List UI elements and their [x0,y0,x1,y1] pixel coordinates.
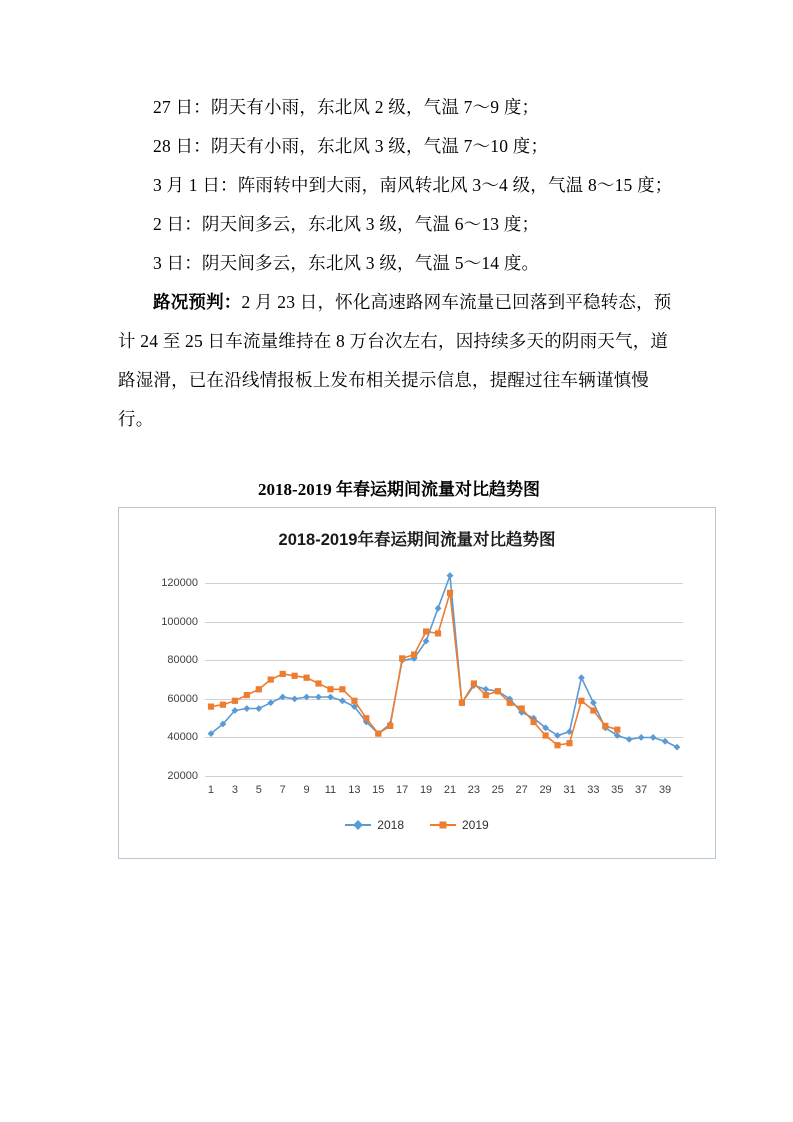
figure-caption: 2018-2019 年春运期间流量对比趋势图 [258,480,540,499]
paragraph-5: 3 日：阴天间多云，东北风 3 级，气温 5～14 度。 [153,253,540,273]
paragraph-1: 27 日：阴天有小雨，东北风 2 级，气温 7～9 度； [153,97,540,117]
chart-y-tick-label: 60000 [167,692,198,705]
paragraph-3: 3 月 1 日：阵雨转中到大雨，南风转北风 3～4 级，气温 8～15 度； [153,175,673,195]
chart-marker [339,697,346,704]
chart-x-tick-label: 7 [279,784,286,796]
chart-series-layer [205,564,683,776]
chart-marker [447,590,453,596]
chart-marker [220,702,226,708]
chart-marker [292,673,298,679]
legend-label-2018: 2018 [377,818,404,832]
chart-marker [662,738,669,745]
chart-gridline [167,770,683,782]
legend-swatch-2019 [430,824,456,826]
chart-marker [303,694,310,701]
chart-marker [399,655,405,661]
chart-x-tick-label: 39 [658,784,672,796]
chart-marker [650,734,657,741]
chart-marker [482,686,489,693]
chart-marker [411,652,417,658]
chart-x-tick-label: 37 [635,784,648,796]
chart-marker [578,698,584,704]
chart-marker [543,732,549,738]
document-body [118,88,680,895]
chart-x-tick-label: 29 [539,784,552,796]
chart-marker [244,692,250,698]
chart-marker [626,736,633,743]
legend-label-2019: 2019 [462,818,489,832]
chart-marker [279,694,286,701]
chart-x-tick-label: 3 [231,784,238,796]
chart-y-tick-label: 100000 [161,615,198,628]
chart-marker [232,698,238,704]
chart-legend [119,818,715,832]
chart-x-tick-label: 1 [207,784,215,796]
chart-marker [291,696,298,703]
chart-x-tick-label: 33 [587,784,600,796]
chart-title: 2018-2019年春运期间流量对比趋势图 [278,531,556,549]
chart-y-tick-label: 120000 [161,577,198,590]
chart-x-tick-label: 31 [563,784,576,796]
chart-marker [435,630,441,636]
chart-marker [459,700,465,706]
chart-marker [315,694,322,701]
chart-marker [375,731,381,737]
chart-y-tick-label: 40000 [167,731,198,744]
figure-block [118,475,680,895]
chart-x-tick-label: 9 [303,784,310,796]
chart-marker [495,688,501,694]
chart-marker [339,686,345,692]
paragraph-road-forecast [118,283,680,439]
chart-line-2019 [211,593,617,745]
chart-marker [435,605,442,612]
chart-marker [554,742,560,748]
chart-x-tick-label: 13 [348,784,361,796]
chart-marker [674,744,681,751]
legend-marker [440,822,447,829]
chart-x-tick-label: 27 [515,784,528,796]
chart-marker [590,699,597,706]
chart-x-tick-label: 21 [443,784,457,796]
chart-marker [638,734,645,741]
chart-x-tick-label: 15 [372,784,385,796]
chart-marker [255,705,262,712]
chart-y-tick-label: 80000 [167,654,198,667]
chart-marker [268,677,274,683]
chart-marker [256,686,262,692]
road-forecast-label: 路况预判： [153,292,242,312]
chart-marker [507,700,513,706]
chart-marker [519,705,525,711]
chart-marker [208,704,214,710]
chart-y-tick-label: 20000 [167,770,198,782]
chart-marker [447,572,454,579]
chart-marker [280,671,286,677]
chart-marker [315,680,321,686]
chart-line-2018 [211,576,677,748]
paragraph-2: 28 日：阴天有小雨，东北风 3 级，气温 7～10 度； [153,136,549,156]
chart-marker [423,628,429,634]
chart-x-tick-label: 35 [611,784,624,796]
chart-marker [304,675,310,681]
chart-marker [566,740,572,746]
road-forecast-text: 2 月 23 日，怀化高速路网车流量已回落到平稳转态，预计 24 至 25 日车流量维持在 8 万台次左右，因持续多天的阴雨天气，道路湿滑，已在沿线情报板上发布相关提示信息，提醒过往车辆谨慎慢行。 [118,292,672,429]
legend-item-2018 [345,818,404,832]
chart-marker [483,692,489,698]
chart-x-tick-label: 25 [491,784,504,796]
chart-marker [590,707,596,713]
chart-marker [602,723,608,729]
legend-swatch-2018 [345,824,371,826]
chart-marker [351,698,357,704]
chart-marker [578,674,585,681]
paragraph-4: 2 日：阴天间多云，东北风 3 级，气温 6～13 度； [153,214,540,234]
chart-x-tick-label: 17 [396,784,409,796]
chart-plot-area [161,564,683,796]
chart-marker [327,694,334,701]
chart-x-tick-label: 19 [419,784,433,796]
chart-marker [243,705,250,712]
chart-marker [471,680,477,686]
chart-x-tick-label: 5 [255,784,262,796]
legend-item-2019 [430,818,489,832]
chart-marker [531,719,537,725]
chart-container [118,507,716,859]
legend-marker [353,820,363,830]
chart-x-tick-label: 23 [467,784,480,796]
chart-x-tick-label: 11 [324,784,337,796]
chart-marker [614,727,620,733]
chart-marker [327,686,333,692]
chart-marker [363,715,369,721]
chart-marker [267,699,274,706]
chart-marker [387,723,393,729]
